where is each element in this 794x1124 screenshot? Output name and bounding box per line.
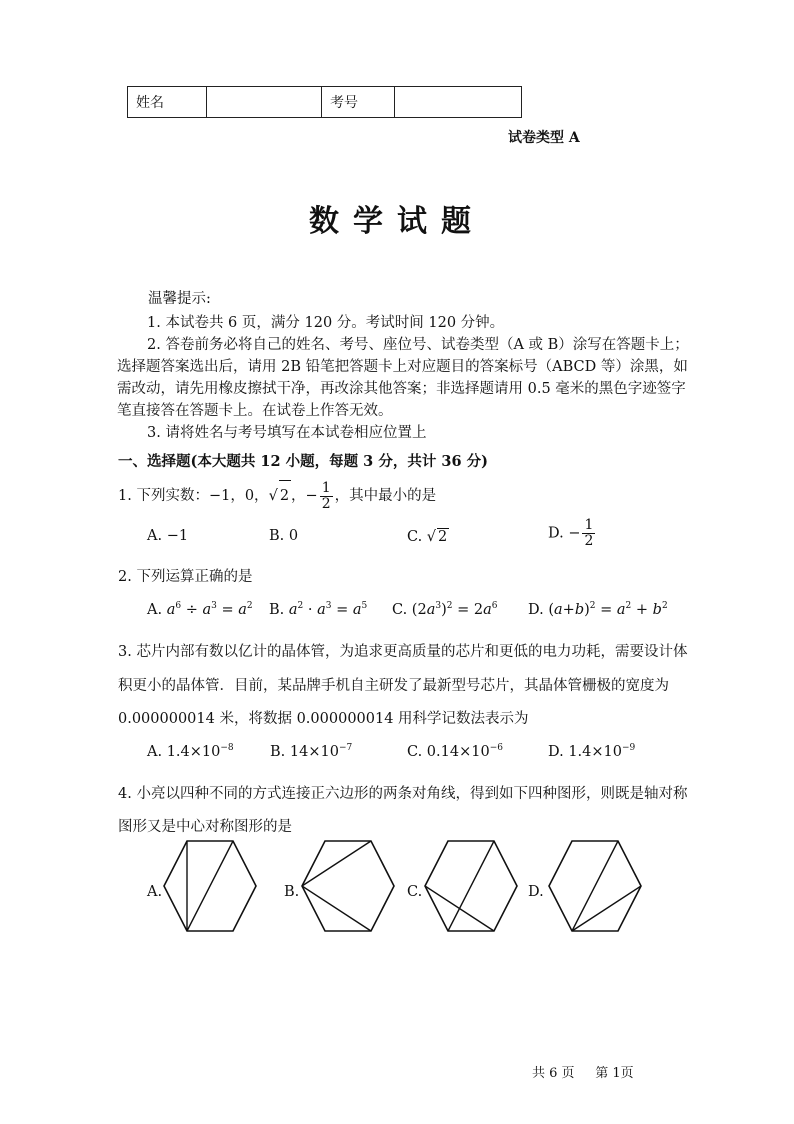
q2-c-label: C. [392, 601, 408, 618]
q1-c-label: C. [407, 529, 423, 545]
section-heading: 一、选择题(本大题共 12 小题，每题 3 分，共计 36 分) [118, 453, 488, 470]
q3-option-d[interactable]: D. $1.4\times 10^{-9}$ [548, 743, 636, 760]
paper-type: 试卷类型 A [508, 130, 580, 146]
q1-frac-den: 2 [321, 495, 331, 512]
notice-item-1: 1. 本试卷共 6 页，满分 120 分。考试时间 120 分钟。 [147, 315, 505, 331]
q3-option-b[interactable]: B. $14\times 10^{-7}$ [270, 743, 353, 760]
q4-option-b-label[interactable]: B. [284, 884, 300, 900]
q4-figure-a[interactable] [160, 836, 260, 936]
q1-d-label: D. − [548, 525, 581, 542]
q4-figure-c[interactable] [421, 836, 521, 936]
q2-b-label: B. [269, 601, 285, 618]
q1-list: −1，0， [208, 488, 269, 504]
q1-d-den: 2 [584, 533, 594, 549]
q1-d-num: 1 [584, 517, 594, 533]
q1-sqrt: 2 [279, 480, 291, 511]
q1-option-d[interactable] [548, 518, 597, 549]
q2-a-label: A. [147, 601, 163, 618]
q2-option-d[interactable]: D. $(a+b)^2 = a^2 + b^2$ [528, 601, 668, 618]
q1-option-a[interactable]: A. −1 [147, 528, 189, 544]
q3-option-a[interactable]: A. $1.4\times 10^{-8}$ [147, 743, 234, 760]
q3-a-label: A. [147, 743, 163, 760]
q4-figure-d[interactable] [545, 836, 645, 936]
question-3-line-2: 积更小的晶体管．目前，某品牌手机自主研发了最新型号芯片，其晶体管栅极的宽度为 [118, 678, 669, 694]
notice-item-3: 3. 请将姓名与考号填写在本试卷相应位置上 [147, 425, 427, 441]
footer-total-pages: 共 6 页 [532, 1066, 575, 1081]
name-label: 姓名 [128, 87, 207, 118]
q1-d-fraction [582, 518, 595, 549]
q1-c-sqrt: 2 [438, 529, 448, 545]
question-4-line-1: 4. 小亮以四种不同的方式连接正六边形的两条对角线，得到如下四种图形，则既是轴对称 [118, 786, 688, 802]
q4-option-a-label[interactable]: A. [147, 884, 163, 900]
notice-heading: 温馨提示: [148, 291, 211, 307]
q3-d-label: D. [548, 743, 564, 760]
q2-d-label: D. [528, 601, 544, 618]
q3-c-label: C. [407, 743, 423, 760]
q1-fraction [320, 481, 333, 512]
footer-page-number: 第 1页 [595, 1066, 634, 1081]
page-title: 数学试题 [309, 204, 485, 239]
name-field[interactable] [207, 87, 322, 118]
q1-option-b[interactable]: B. 0 [269, 528, 299, 544]
q4-option-d-label[interactable]: D. [528, 884, 544, 900]
q2-option-a[interactable]: A. $a^6 \div a^3 = a^2$ [147, 601, 253, 618]
q1-option-c[interactable]: C. √ 2 [407, 529, 448, 545]
q1-comma: ， [291, 488, 306, 504]
page-footer [532, 1062, 634, 1081]
q2-option-c[interactable]: C. $(2a^3)^2 = 2a^6$ [392, 601, 498, 618]
id-label: 考号 [322, 87, 395, 118]
question-4-line-2: 图形又是中心对称图形的是 [118, 819, 292, 835]
q1-suffix: ，其中最小的是 [334, 488, 437, 504]
q1-prefix: 1. 下列实数： [118, 488, 209, 504]
notice-item-2: 2. 答卷前务必将自己的姓名、考号、座位号、试卷类型（A 或 B）涂写在答题卡上；选择题答案选出后，请用 2B 铅笔把答题卡上对应题目的答案标号（ABCD 等）涂黑，如需改动，请先用橡皮擦拭干净，再改涂其他答案；非选择题请用 0.5 毫米的黑色字迹签字笔直接答在答题卡上。在试卷上作答无效。 [117, 337, 689, 419]
q4-option-c-label[interactable]: C. [407, 884, 423, 900]
question-3-line-1: 3. 芯片内部有数以亿计的晶体管，为追求更高质量的芯片和更低的电力功耗，需要设计体 [118, 644, 688, 660]
id-field[interactable] [395, 87, 522, 118]
q4-figure-b[interactable] [298, 836, 398, 936]
q1-frac-num: 1 [321, 479, 331, 496]
question-1-stem: 1. 下列实数：−1，0，√ 2 ，− $\frac{1}{2}$ ，其中最小的是 [118, 479, 437, 512]
q1-neg: − [305, 488, 318, 504]
question-2-stem: 2. 下列运算正确的是 [118, 569, 253, 585]
question-3-line-3: 0.000000014 米，将数据 0.000000014 用科学记数法表示为 [118, 711, 529, 727]
q3-option-c[interactable]: C. $0.14\times 10^{-6}$ [407, 743, 503, 760]
q2-option-b[interactable]: B. $a^2 \cdot a^3 = a^5$ [269, 601, 368, 618]
info-table [127, 86, 522, 118]
q3-b-label: B. [270, 743, 286, 760]
